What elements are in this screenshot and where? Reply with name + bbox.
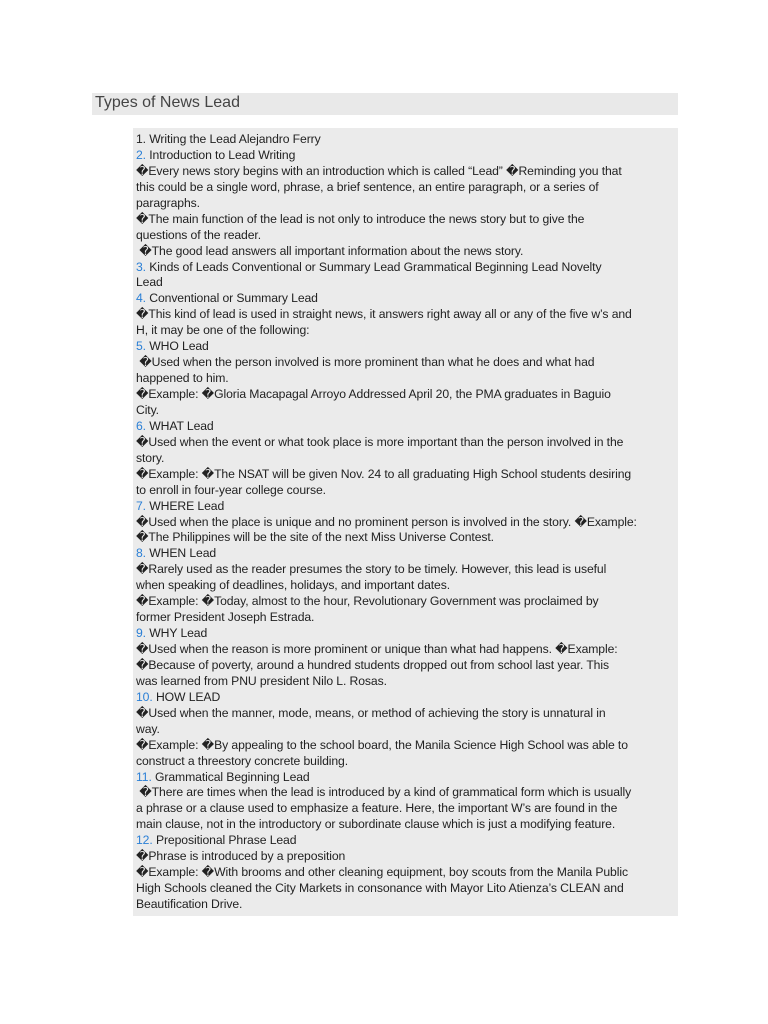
line-text: Lead (136, 275, 163, 290)
text-line (136, 754, 681, 770)
text-line (136, 228, 681, 244)
page-title: Types of News Lead (95, 94, 240, 111)
line-text: �Used when the place is unique and no prominent person is involved in the story. �Example: (136, 514, 637, 529)
line-text: WHERE Lead (145, 498, 225, 513)
text-line (136, 132, 681, 148)
text-line (136, 467, 681, 483)
line-text: WHY Lead (145, 626, 208, 641)
text-line (136, 642, 681, 658)
text-line (136, 403, 681, 419)
text-line (136, 451, 681, 467)
line-text: HOW LEAD (152, 689, 221, 704)
line-text: �The main function of the lead is not only to introduce the news story but to give the (136, 211, 585, 226)
text-line (136, 674, 681, 690)
text-line (136, 515, 681, 531)
text-line (136, 833, 681, 849)
line-text: to enroll in four-year college course. (136, 482, 326, 497)
line-text: WHO Lead (145, 339, 209, 354)
document-title-bar (92, 93, 678, 115)
text-line (136, 722, 681, 738)
text-line (136, 323, 681, 339)
line-text: �This kind of lead is used in straight news, it answers right away all or any of the five w’s and (136, 307, 632, 322)
text-line (136, 562, 681, 578)
text-line (136, 212, 681, 228)
item-number: 10. (136, 689, 153, 704)
text-line (136, 706, 681, 722)
text-line (136, 785, 681, 801)
text-line (136, 371, 681, 387)
text-line (136, 244, 681, 260)
line-text: �Because of poverty, around a hundred students dropped out from school last year. This (136, 657, 609, 672)
line-text: �Used when the manner, mode, means, or method of achieving the story is unnatural in (136, 705, 606, 720)
line-text: Prepositional Phrase Lead (152, 833, 297, 848)
item-number: 4. (136, 291, 146, 306)
text-line (136, 260, 681, 276)
line-text: City. (136, 402, 159, 417)
line-text: �Example: �The NSAT will be given Nov. 24 to all graduating High School students desiring (136, 466, 632, 481)
text-line (136, 148, 681, 164)
line-text: 1. Writing the Lead Alejandro Ferry (136, 132, 321, 146)
line-text: questions of the reader. (136, 227, 261, 242)
text-line (136, 196, 681, 212)
text-line (136, 770, 681, 786)
line-text: �Used when the event or what took place is more important than the person involved in the (136, 434, 624, 449)
line-text: Beautification Drive. (136, 897, 243, 911)
text-line (136, 387, 681, 403)
line-text: �Rarely used as the reader presumes the story to be timely. However, this lead is useful (136, 562, 607, 577)
line-text: a phrase or a clause used to emphasize a feature. Here, the important W’s are found in the (136, 801, 618, 816)
line-text: �Used when the reason is more prominent or unique than what had happens. �Example: (136, 642, 618, 656)
line-text: Introduction to Lead Writing (145, 147, 296, 162)
text-line (136, 275, 681, 291)
line-text: �Example: �With brooms and other cleaning equipment, boy scouts from the Manila Public (136, 865, 628, 880)
text-line (136, 419, 681, 435)
line-text: WHAT Lead (145, 418, 214, 433)
line-text: Grammatical Beginning Lead (151, 769, 310, 784)
text-line (136, 626, 681, 642)
line-text: happened to him. (136, 371, 229, 386)
line-text: High Schools cleaned the City Markets in consonance with Mayor Lito Atienza’s CLEAN and (136, 881, 624, 896)
text-line (136, 594, 681, 610)
text-line (136, 435, 681, 451)
line-text: �The Philippines will be the site of the next Miss Universe Contest. (136, 530, 494, 545)
line-text: this could be a single word, phrase, a brief sentence, an entire paragraph, or a series of (136, 179, 599, 194)
text-line (136, 690, 681, 706)
text-line (136, 499, 681, 515)
line-text: �The good lead answers all important information about the news story. (136, 243, 524, 258)
text-line (136, 483, 681, 499)
line-text: paragraphs. (136, 195, 200, 210)
text-line (136, 865, 681, 881)
text-line (136, 738, 681, 754)
line-text: �Every news story begins with an introduction which is called “Lead” �Reminding you that (136, 163, 622, 178)
line-text: Kinds of Leads Conventional or Summary Lead Grammatical Beginning Lead Novelty (145, 259, 602, 274)
text-line (136, 164, 681, 180)
item-number: 6. (136, 418, 146, 433)
line-text: �Example: �By appealing to the school board, the Manila Science High School was able to (136, 737, 628, 752)
text-lines (136, 132, 681, 913)
line-text: �Example: �Today, almost to the hour, Revolutionary Government was proclaimed by (136, 594, 599, 609)
item-number: 9. (136, 626, 146, 641)
text-line (136, 658, 681, 674)
item-number: 7. (136, 498, 146, 513)
line-text: �Used when the person involved is more prominent than what he does and what had (136, 355, 595, 370)
line-text: when speaking of deadlines, holidays, and important dates. (136, 578, 450, 593)
line-text: �Phrase is introduced by a preposition (136, 849, 346, 864)
text-line (136, 180, 681, 196)
line-text: construct a threestory concrete building. (136, 753, 349, 768)
text-line (136, 610, 681, 626)
text-line (136, 817, 681, 833)
text-line (136, 291, 681, 307)
line-text: WHEN Lead (145, 546, 217, 561)
document-body (133, 128, 678, 916)
line-text: way. (136, 721, 160, 736)
item-number: 12. (136, 833, 153, 848)
line-text: was learned from PNU president Nilo L. Rosas. (136, 673, 387, 688)
text-line (136, 897, 681, 913)
line-text: �Example: �Gloria Macapagal Arroyo Addressed April 20, the PMA graduates in Baguio (136, 387, 611, 401)
text-line (136, 546, 681, 562)
text-line (136, 881, 681, 897)
text-line (136, 801, 681, 817)
item-number: 8. (136, 546, 146, 561)
text-line (136, 355, 681, 371)
line-text: story. (136, 450, 165, 465)
item-number: 2. (136, 147, 146, 162)
text-line (136, 339, 681, 355)
text-line (136, 530, 681, 546)
item-number: 5. (136, 339, 146, 354)
item-number: 3. (136, 259, 146, 274)
line-text: former President Joseph Estrada. (136, 610, 315, 625)
line-text: H, it may be one of the following: (136, 323, 310, 338)
text-line (136, 849, 681, 865)
line-text: main clause, not in the introductory or subordinate clause which is just a modifying feature. (136, 817, 616, 832)
text-line (136, 307, 681, 323)
line-text: Conventional or Summary Lead (145, 291, 318, 306)
text-line (136, 578, 681, 594)
item-number: 11. (136, 769, 152, 784)
line-text: �There are times when the lead is introduced by a kind of grammatical form which is usually (136, 785, 632, 800)
